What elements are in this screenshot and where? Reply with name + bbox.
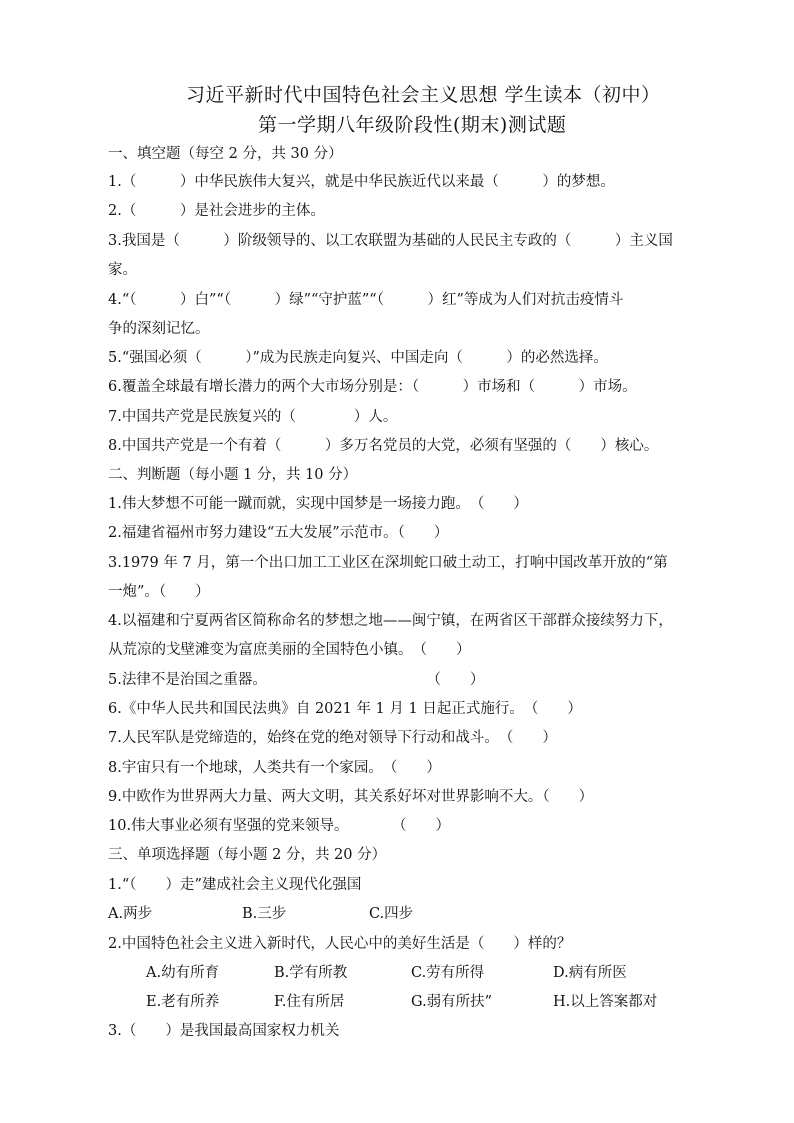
fill-question-3: 3.我国是（ ）阶级领导的、以工农联盟为基础的人民民主专政的（ ）主义国 <box>108 233 673 249</box>
exam-title-line2: 第一学期八年级阶段性(期末)测试题 <box>258 114 567 136</box>
choice-q1-option-b: B.三步 <box>242 906 287 922</box>
section2-heading: 二、判断题（每小题 1 分，共 10 分） <box>108 467 358 483</box>
judge-question-3-cont: 一炮”。（ ） <box>108 584 210 600</box>
section1-heading: 一、填空题（每空 2 分，共 30 分） <box>108 146 343 162</box>
fill-question-6: 6.覆盖全球最有增长潜力的两个大市场分别是：（ ）市场和（ ）市场。 <box>108 379 637 395</box>
fill-question-4-cont: 争的深刻记忆。 <box>108 321 210 337</box>
judge-question-4: 4.以福建和宁夏两省区简称命名的梦想之地——闽宁镇，在两省区干部群众接续努力下， <box>108 613 673 629</box>
choice-q1-option-a: A.两步 <box>108 906 153 922</box>
fill-question-8: 8.中国共产党是一个有着（ ）多万名党员的大党，必须有坚强的（ ）核心。 <box>108 438 659 454</box>
fill-question-7: 7.中国共产党是民族复兴的（ ）人。 <box>108 409 398 425</box>
choice-q2-option-f: F.住有所居 <box>274 994 345 1010</box>
judge-question-7: 7.人民军队是党缔造的，始终在党的绝对领导下行动和战斗。 （ ） <box>108 730 557 746</box>
judge-question-4-cont: 从荒凉的戈壁滩变为富庶美丽的全国特色小镇。 （ ） <box>108 642 471 658</box>
fill-question-3-cont: 家。 <box>108 262 137 278</box>
choice-q2-option-g: G.弱有所扶” <box>411 994 493 1010</box>
choice-question-3: 3.（ ）是我国最高国家权力机关 <box>108 1023 340 1039</box>
fill-question-4: 4.“（ ）白”“（ ）绿”“守护蓝”“（ ）红”等成为人们对抗击疫情斗 <box>108 292 624 308</box>
section3-heading: 三、单项选择题（每小题 2 分，共 20 分） <box>108 847 387 863</box>
choice-q2-option-d: D.病有所医 <box>553 965 627 981</box>
choice-q2-option-c: C.劳有所得 <box>411 965 485 981</box>
exam-title-line1: 习近平新时代中国特色社会主义思想 学生读本（初中） <box>186 84 661 106</box>
choice-question-1: 1.“（ ）走”建成社会主义现代化强国 <box>108 877 362 893</box>
choice-q2-option-b: B.学有所教 <box>274 965 348 981</box>
judge-question-9: 9.中欧作为世界两大力量、两大文明，其关系好坏对世界影响不大。（ ） <box>108 789 594 805</box>
fill-question-2: 2.（ ）是社会进步的主体。 <box>108 203 325 219</box>
judge-question-6: 6.《中华人民共和国民法典》自 2021 年 1 月 1 日起正式施行。 （ ） <box>108 701 582 717</box>
choice-q2-option-e: E.老有所养 <box>146 994 220 1010</box>
judge-question-1: 1.伟大梦想不可能一蹴而就，实现中国梦是一场接力跑。 （ ） <box>108 496 528 512</box>
judge-question-5: 5.法律不是治国之重器。 （ ） <box>108 672 485 688</box>
judge-question-3: 3.1979 年 7 月，第一个出口加工工业区在深圳蛇口破土动工，打响中国改革开放的“第 <box>108 555 668 571</box>
fill-question-1: 1.（ ）中华民族伟大复兴，就是中华民族近代以来最（ ）的梦想。 <box>108 174 615 190</box>
judge-question-8: 8.宇宙只有一个地球，人类共有一个家园。 （ ） <box>108 760 441 776</box>
choice-q2-option-h: H.以上答案都对 <box>553 994 658 1010</box>
choice-q2-option-a: A.幼有所育 <box>146 965 220 981</box>
choice-q1-option-c: C.四步 <box>369 906 414 922</box>
choice-question-2: 2.中国特色社会主义进入新时代，人民心中的美好生活是（ ）样的？ <box>108 936 572 952</box>
judge-question-10: 10.伟大事业必须有坚强的党来领导。 （ ） <box>108 818 451 834</box>
fill-question-5: 5.“强国必须（ ）”成为民族走向复兴、中国走向（ ）的必然选择。 <box>108 350 608 366</box>
judge-question-2: 2.福建省福州市努力建设“五大发展”示范市。（ ） <box>108 525 449 541</box>
